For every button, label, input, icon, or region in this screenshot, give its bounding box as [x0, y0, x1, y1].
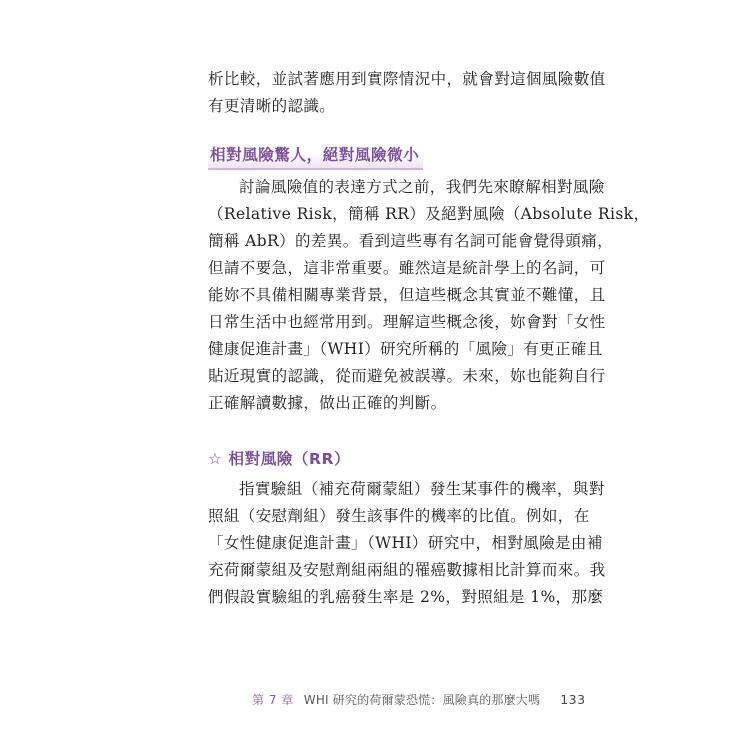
text-line: 照組（安慰劑組）發生該事件的機率的比值。例如，在: [208, 507, 590, 525]
page-number: 133: [560, 692, 586, 707]
intro-paragraph: [208, 66, 606, 120]
text-line: 健康促進計畫」（WHI）研究所稱的「風險」有更正確且: [208, 340, 603, 358]
text-line: 正確解讀數據，做出正確的判斷。: [208, 394, 447, 412]
text-line: 日常生活中也經常用到。理解這些概念後，妳會對「女性: [208, 313, 606, 331]
text-line: 簡稱 AbR）的差異。看到這些專有名詞可能會覺得頭痛，: [208, 232, 614, 250]
text-line: 們假設實驗組的乳癌發生率是 2%，對照組是 1%，那麼: [208, 588, 604, 606]
section-body-paragraph: [208, 174, 650, 417]
text-line: 但請不要急，這非常重要。雖然這是統計學上的名詞，可: [208, 259, 606, 277]
star-icon: ☆: [208, 450, 223, 468]
text-line: 討論風險值的表達方式之前，我們先來瞭解相對風險: [239, 178, 605, 196]
subsection-heading-text: 相對風險（RR）: [228, 450, 351, 468]
text-line: 指實驗組（補充荷爾蒙組）發生某事件的機率，與對: [239, 480, 605, 498]
page-footer: [252, 690, 586, 710]
subsection-heading: [208, 446, 350, 472]
text-line: 貼近現實的認識，從而避免被誤導。未來，妳也能夠自行: [208, 367, 606, 385]
text-line: 「女性健康促進計畫」（WHI）研究中，相對風險是由補: [208, 534, 603, 552]
text-line: 充荷爾蒙組及安慰劑組兩組的罹癌數據相比計算而來。我: [208, 561, 606, 579]
footer-chapter: 第 7 章: [252, 693, 294, 707]
text-line: 析比較，並試著應用到實際情況中，就會對這個風險數值: [208, 70, 606, 88]
section-heading: 相對風險驚人，絕對風險微小: [208, 142, 423, 170]
footer-chapter-title: WHI 研究的荷爾蒙恐慌：風險真的那麼大嗎: [303, 693, 541, 707]
text-line: 有更清晰的認識。: [208, 97, 336, 115]
subsection-body-paragraph: [208, 476, 606, 611]
text-line: 能妳不具備相關專業背景，但這些概念其實並不難懂，且: [208, 286, 606, 304]
text-line: （Relative Risk，簡稱 RR）及絕對風險（Absolute Risk，: [208, 205, 650, 223]
